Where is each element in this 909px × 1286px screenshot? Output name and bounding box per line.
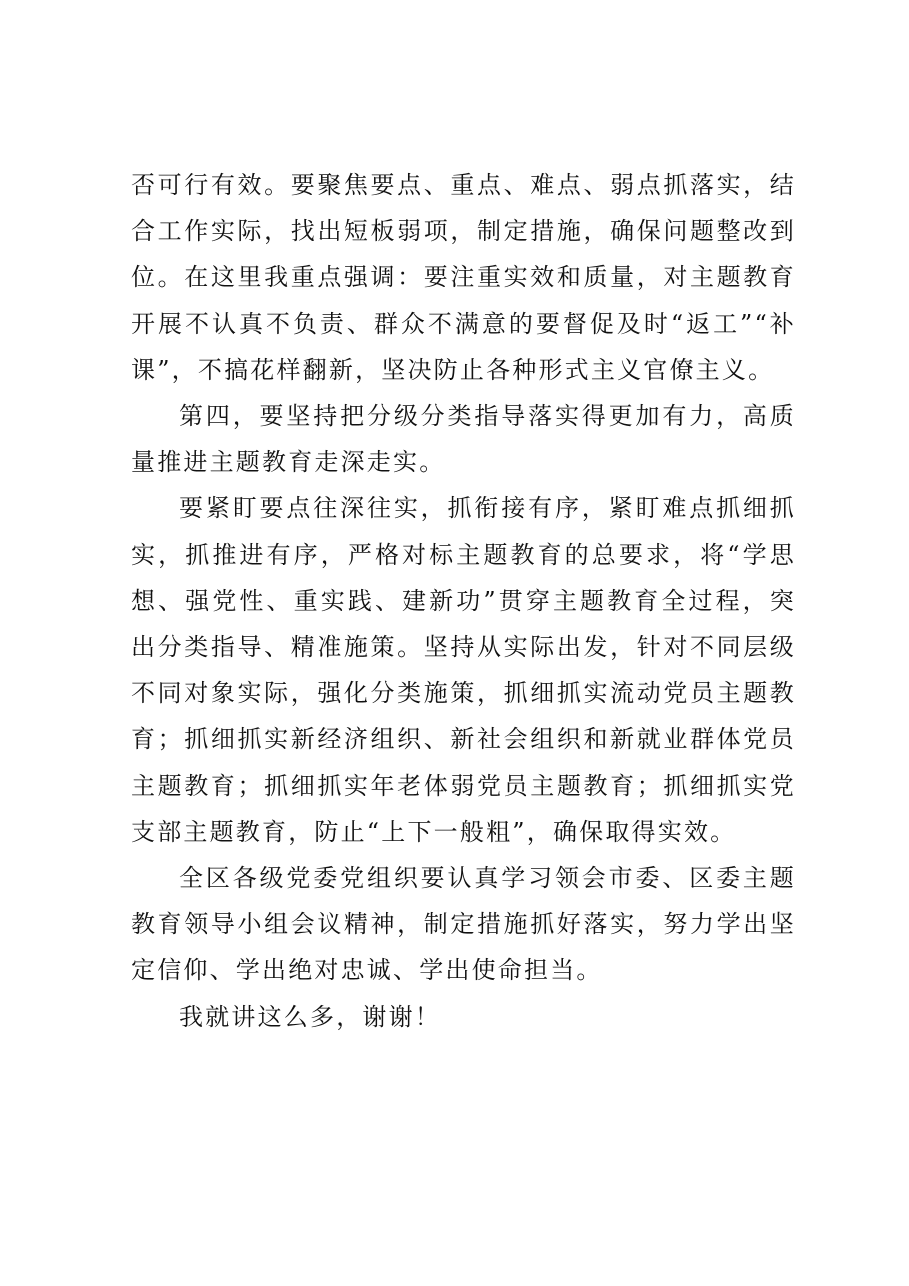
- paragraph-classified-guidance: 要紧盯要点往深往实，抓衔接有序，紧盯难点抓细抓实，抓推进有序，严格对标主题教育的总要求，将“学思想、强党性、重实践、建新功”贯穿主题教育全过程，突出分类指导、精准施策。坚持从实际出发，针对不同层级不同对象实际，强化分类施策，抓细抓实流动党员主题教育；抓细抓实新经济组织、新社会组织和新就业群体党员主题教育；抓细抓实年老体弱党员主题教育；抓细抓实党支部主题教育，防止“上下一般粗”，确保取得实效。: [131, 494, 796, 846]
- paragraph-point-four: 第四，要坚持把分级分类指导落实得更加有力，高质量推进主题教育走深走实。: [131, 402, 796, 477]
- document-body: [131, 162, 796, 1040]
- paragraph-continuation: 否可行有效。要聚焦要点、重点、难点、弱点抓落实，结合工作实际，找出短板弱项，制定措施，确保问题整改到位。在这里我重点强调：要注重实效和质量，对主题教育开展不认真不负责、群众不满意的要督促及时“返工”“补课”，不搞花样翻新，坚决防止各种形式主义官僚主义。: [131, 171, 796, 384]
- paragraph-call-to-action: 全区各级党委党组织要认真学习领会市委、区委主题教育领导小组会议精神，制定措施抓好落实，努力学出坚定信仰、学出绝对忠诚、学出使命担当。: [131, 864, 796, 985]
- paragraph-closing: 我就讲这么多，谢谢！: [179, 1002, 441, 1031]
